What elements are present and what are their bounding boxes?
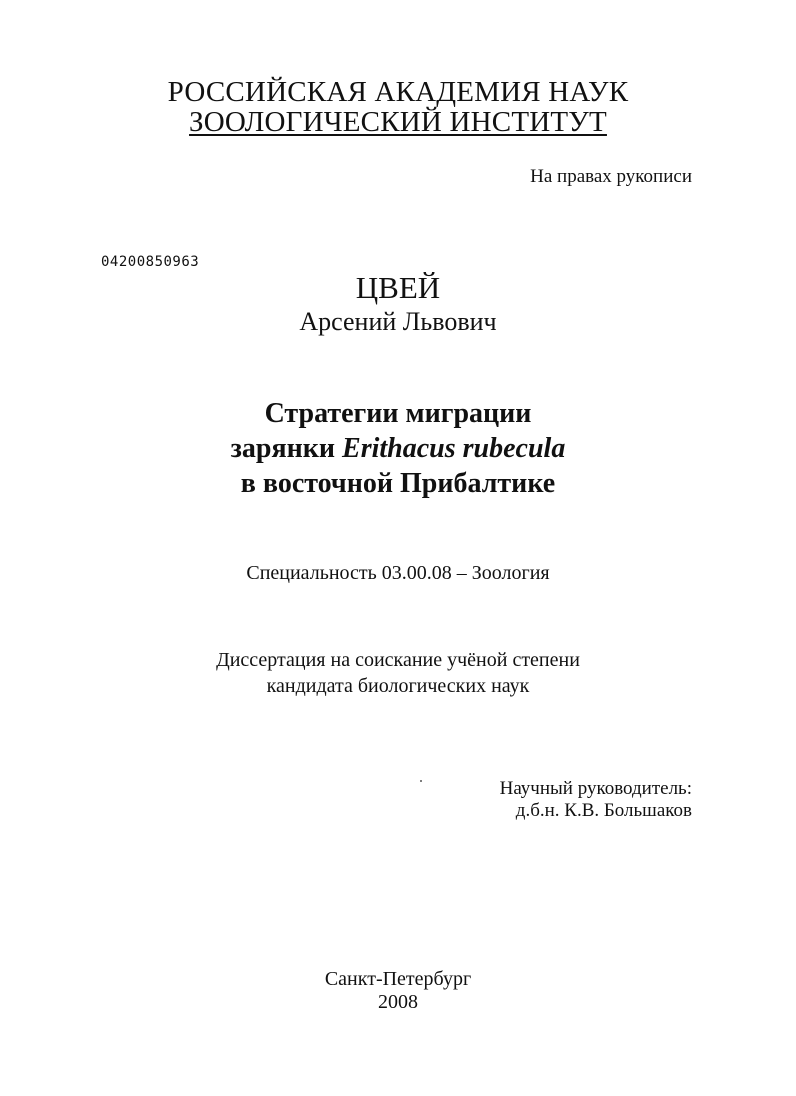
dissertation-title-line3: в восточной Прибалтике [240, 468, 556, 499]
supervisor-name: д.б.н. К.В. Большаков [515, 800, 692, 821]
institute-name-block [0, 106, 796, 139]
supervisor-block [432, 778, 692, 822]
academy-name: РОССИЙСКАЯ АКАДЕМИЯ НАУК [167, 76, 629, 108]
species-name: Erithacus rubecula [342, 433, 566, 464]
institute-name: ЗООЛОГИЧЕСКИЙ ИНСТИТУТ [189, 106, 607, 138]
scan-speck [420, 780, 422, 782]
dissertation-title-line1: Стратегии миграции [264, 398, 532, 429]
supervisor-label: Научный руководитель: [499, 778, 692, 799]
degree-line2: кандидата биологических наук [266, 675, 530, 697]
speciality: Специальность 03.00.08 – Зоология [246, 562, 550, 584]
degree-line1: Диссертация на соискание учёной степени [216, 649, 580, 671]
manuscript-note: На правах рукописи [530, 166, 692, 187]
archive-code: 04200850963 [101, 254, 200, 270]
author-surname: ЦВЕЙ [355, 270, 441, 305]
author-given-names: Арсений Львович [299, 307, 497, 336]
year: 2008 [378, 991, 418, 1013]
place: Санкт-Петербург [324, 968, 472, 990]
title-line2-prefix: зарянки [230, 433, 343, 464]
dissertation-title-line2 [0, 433, 796, 465]
